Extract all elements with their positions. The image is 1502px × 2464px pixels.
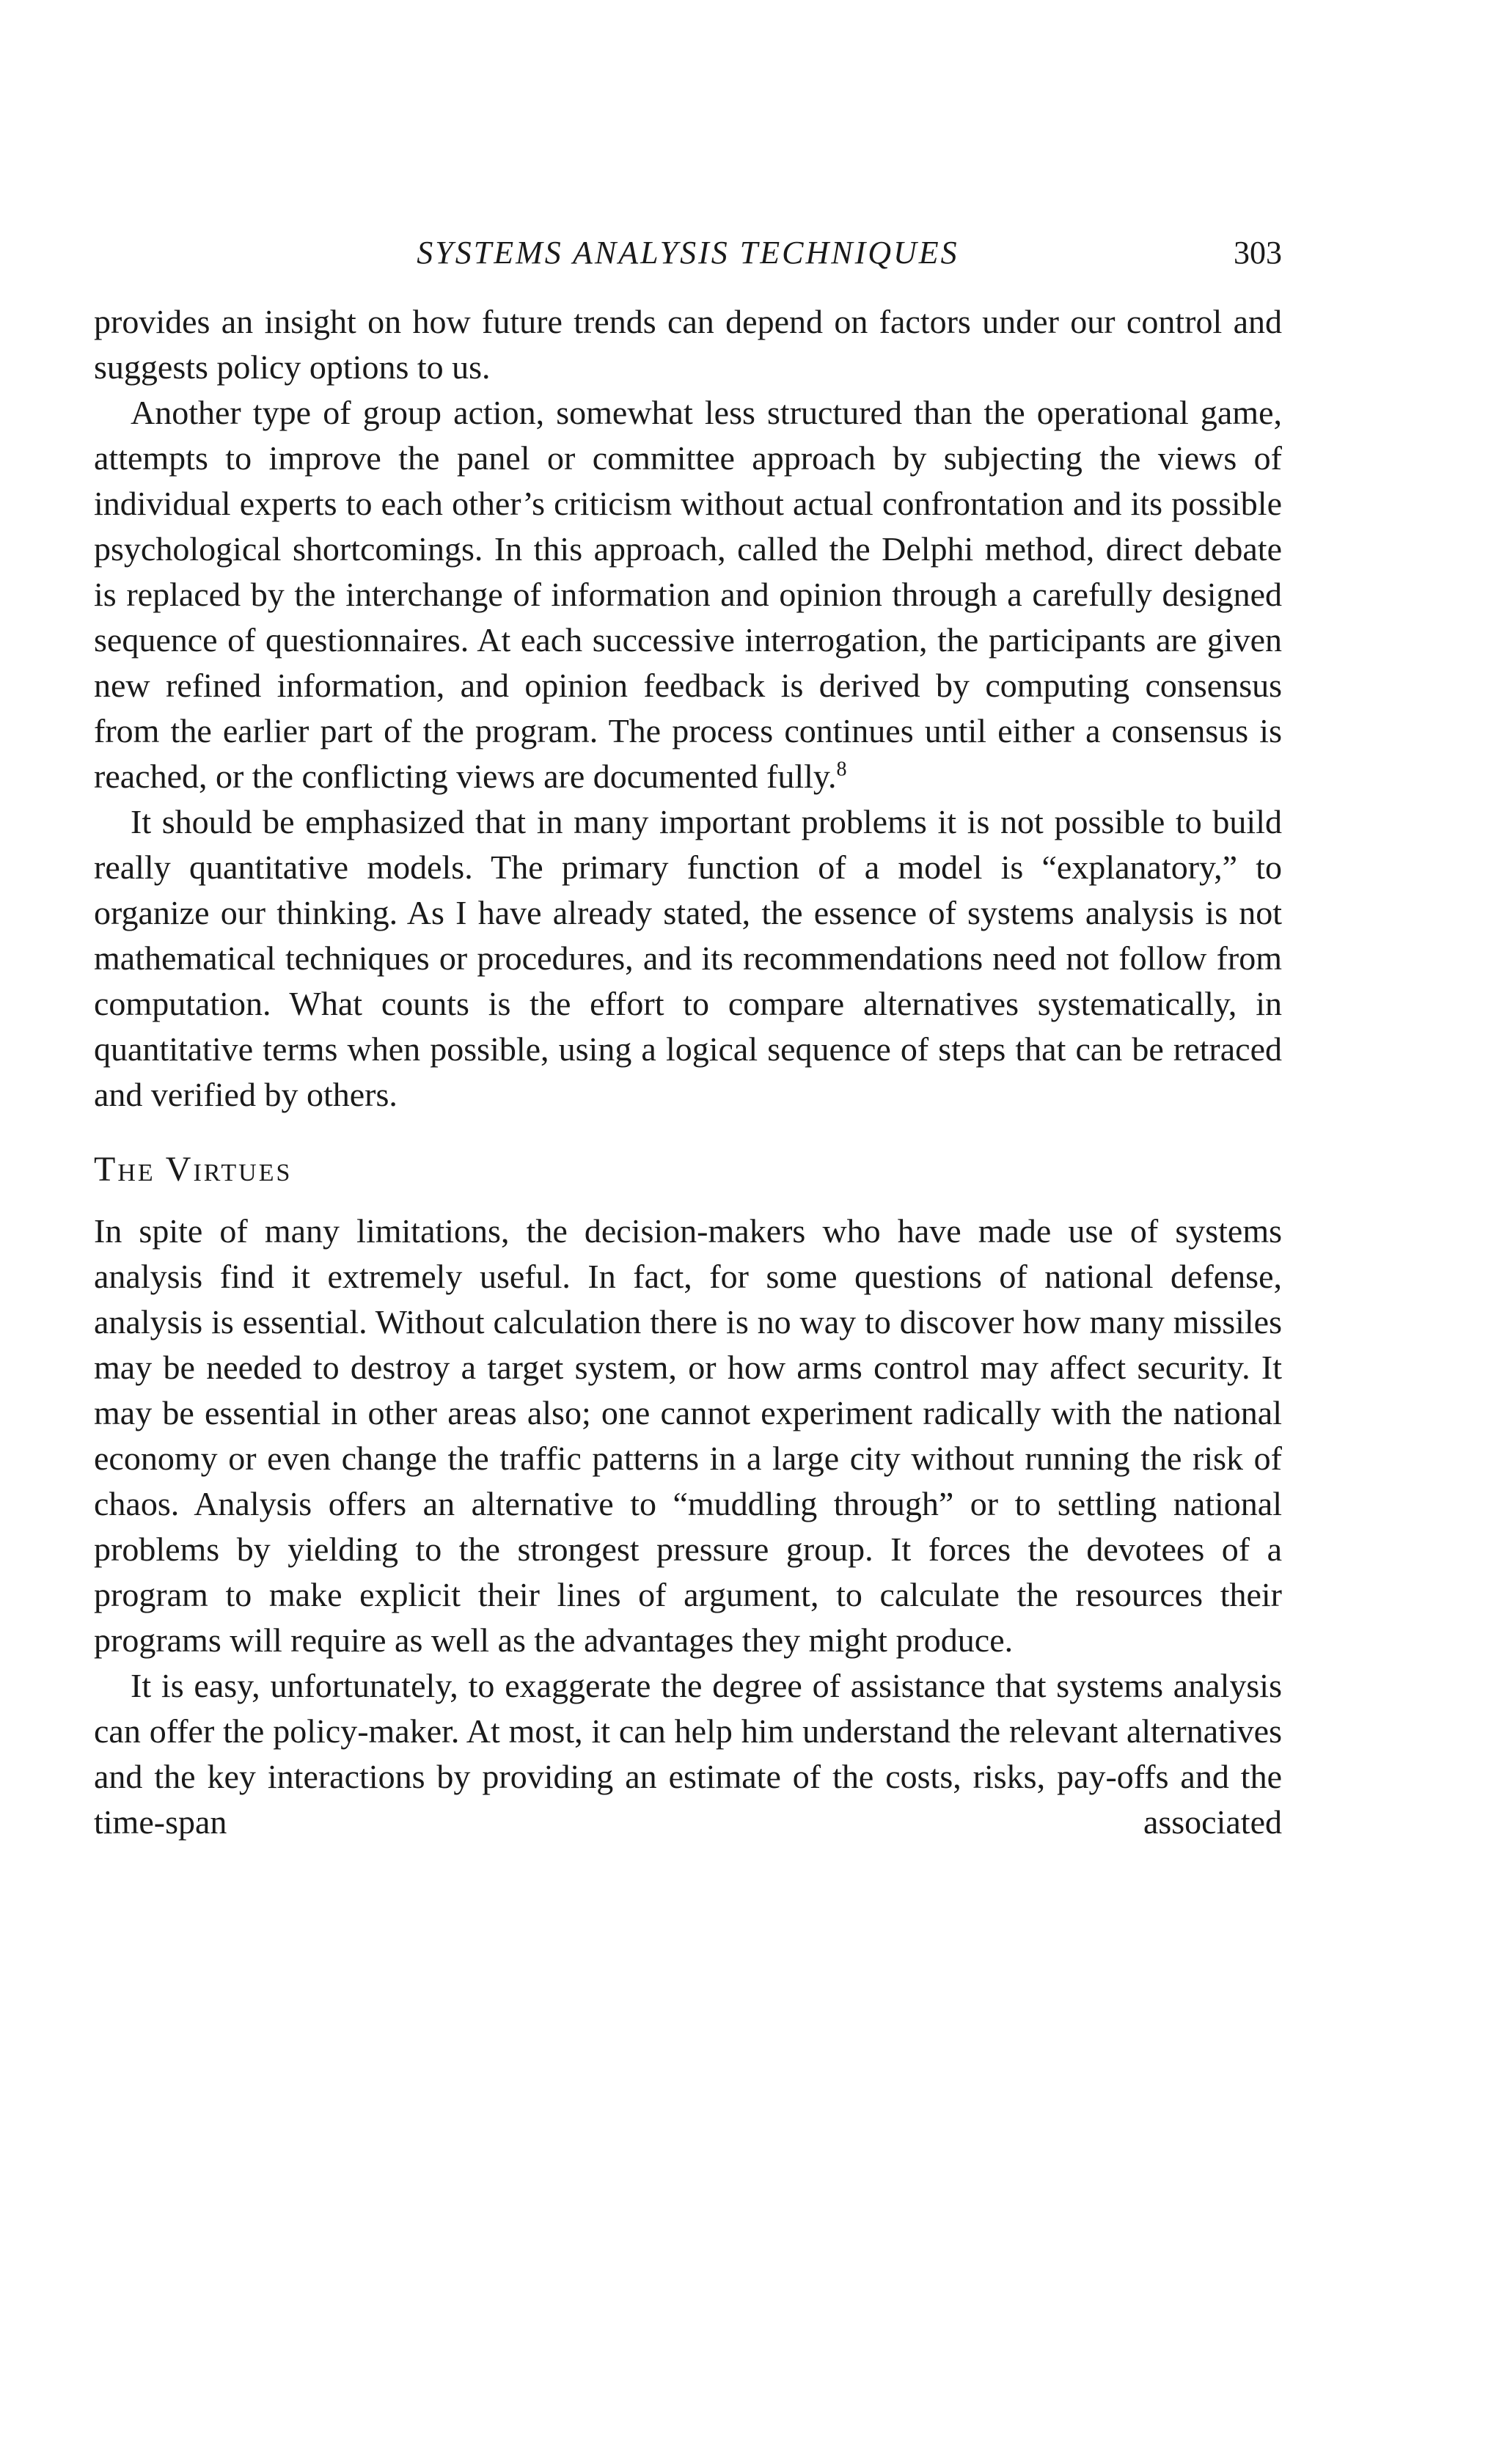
paragraph-virtues: In spite of many limitations, the decision-makers who have made use of systems analysis find it extremely useful. In fact, for some questions of national defense, analysis is essential. Without calculation there is no way to discover how many missiles may be needed to destroy a target system, or how arms control may affect security. It may be essential in other areas also; one cannot experiment radically with the national economy or even change the traffic patterns in a large city without running the risk of chaos. Analysis offers an alternative to “muddling through” or to settling national problems by yielding to the strongest pressure group. It forces the devotees of a program to make explicit their lines of argument, to calculate the resources their programs will require as well as the advantages they might produce. bbox=[94, 1212, 1282, 1659]
running-title: SYSTEMS ANALYSIS TECHNIQUES bbox=[417, 235, 959, 271]
paragraph-continuation: provides an insight on how future trends can depend on factors under our control and suggests policy options to us. bbox=[94, 303, 1282, 386]
paragraph-exaggerate: It is easy, unfortunately, to exaggerate the degree of assistance that systems analysis can offer the policy-maker. At most, it can help him understand the relevant alternatives and the key interactions by providing an estimate of the costs, risks, pay-offs and the time-span associated bbox=[94, 1667, 1282, 1841]
footnote-marker: 8 bbox=[836, 758, 847, 781]
paragraph-quantitative-models: It should be emphasized that in many important problems it is not possible to build really quantitative models. The primary function of a model is “explanatory,” to organize our thinking. As I have already stated, the essence of systems analysis is not mathematical techniques or procedures, and its recommendations need not follow from computation. What counts is the effort to compare alternatives systematically, in quantitative terms when possible, using a logical sequence of steps that can be retraced and verified by others. bbox=[94, 803, 1282, 1113]
book-page bbox=[94, 227, 1282, 1845]
page-number: 303 bbox=[1234, 235, 1282, 271]
running-head bbox=[94, 227, 1282, 279]
paragraph-delphi-method bbox=[94, 390, 1282, 799]
section-heading: The Virtues bbox=[94, 1150, 293, 1189]
paragraph-delphi-text: Another type of group action, somewhat less structured than the operational game, attempts to improve the panel or committee approach by subjecting the views of individual experts to each other’s criticism without actual confrontation and its possible psychological shortcomings. In this approach, called the Delphi method, direct debate is replaced by the interchange of information and opinion through a carefully designed sequence of questionnaires. At each successive interrogation, the participants are given new refined information, and opinion feedback is derived by computing consensus from the earlier part of the program. The process continues until either a consensus is reached, or the conflicting views are documented fully. bbox=[94, 394, 1282, 795]
